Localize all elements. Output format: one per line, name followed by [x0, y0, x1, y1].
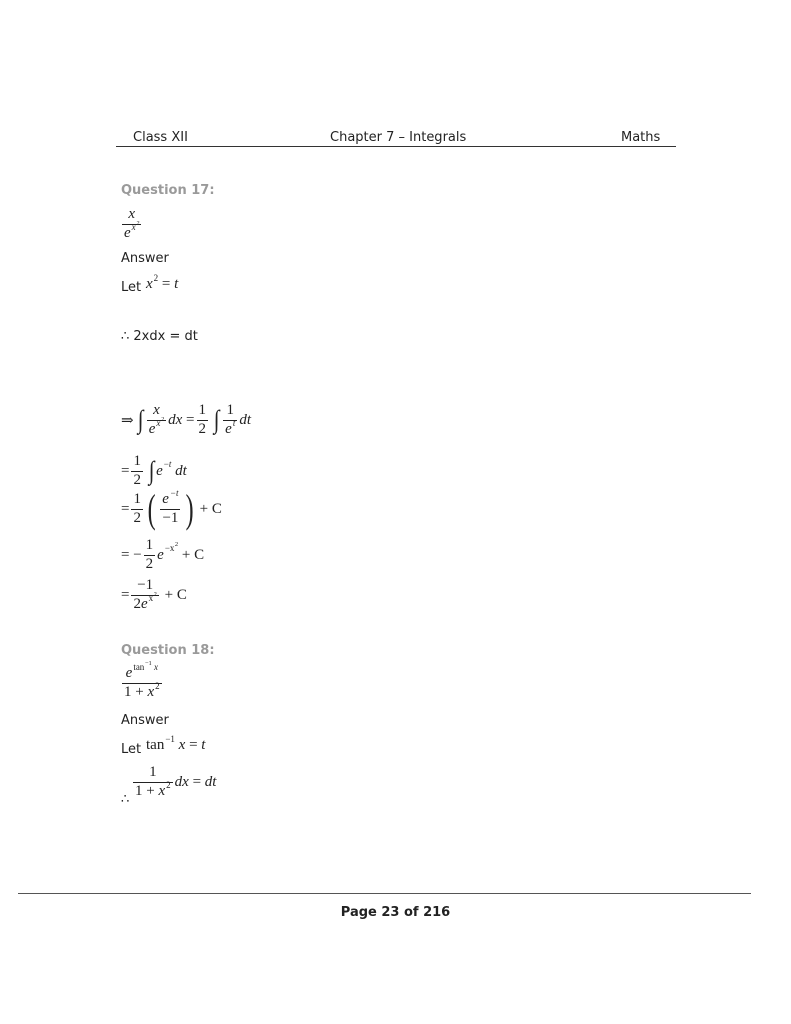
- q17-step-1: ⇒ ∫ $\frac{x}{e^{x^2}}$ dx = $\frac{1}{2}$ ∫ $\frac{1}{e^t}$ dt: [121, 402, 251, 437]
- question-18-substitution: tan −1 x = t: [146, 733, 206, 753]
- q17-step-3: = $\frac{1}{2}$ ( $\frac{e^{-t}}{-1}$ ) + C: [121, 486, 222, 531]
- question-17-let-label: Let: [121, 280, 142, 295]
- header-divider: [116, 146, 676, 147]
- question-18-title: Question 18:: [121, 643, 215, 658]
- question-18-expression: $\frac{e^{tan^{-1} x}}{1 + x^2}$: [124, 660, 160, 700]
- question-17-substitution: x 2 = t: [146, 272, 179, 292]
- q17-step-5: = $\frac{-1}{2e^{x^2}}$ + C: [121, 577, 187, 612]
- question-17-title: Question 17:: [121, 183, 215, 198]
- question-18-differential: $\frac{1}{1 + x^2}$ dx = dt: [135, 764, 217, 799]
- question-17-differential: ∴ 2xdx = dt: [121, 329, 198, 344]
- footer-divider: [18, 893, 751, 894]
- header-class: Class XII: [133, 130, 188, 145]
- q17-step-2: = $\frac{1}{2}$ ∫ e −t dt: [121, 453, 187, 488]
- question-18-let-label: Let: [121, 742, 142, 757]
- question-17-answer-label: Answer: [121, 251, 169, 266]
- question-18-therefore: ∴: [121, 792, 130, 807]
- question-18-answer-label: Answer: [121, 713, 169, 728]
- header-chapter: Chapter 7 – Integrals: [330, 130, 467, 145]
- q17-step-4: = − $\frac{1}{2}$ e $-x^2$ + C: [121, 537, 205, 572]
- header-subject: Maths: [621, 130, 661, 145]
- question-17-expression: $\frac{x}{e^{x^2}}$: [124, 206, 140, 241]
- page-number: Page 23 of 216: [340, 905, 451, 920]
